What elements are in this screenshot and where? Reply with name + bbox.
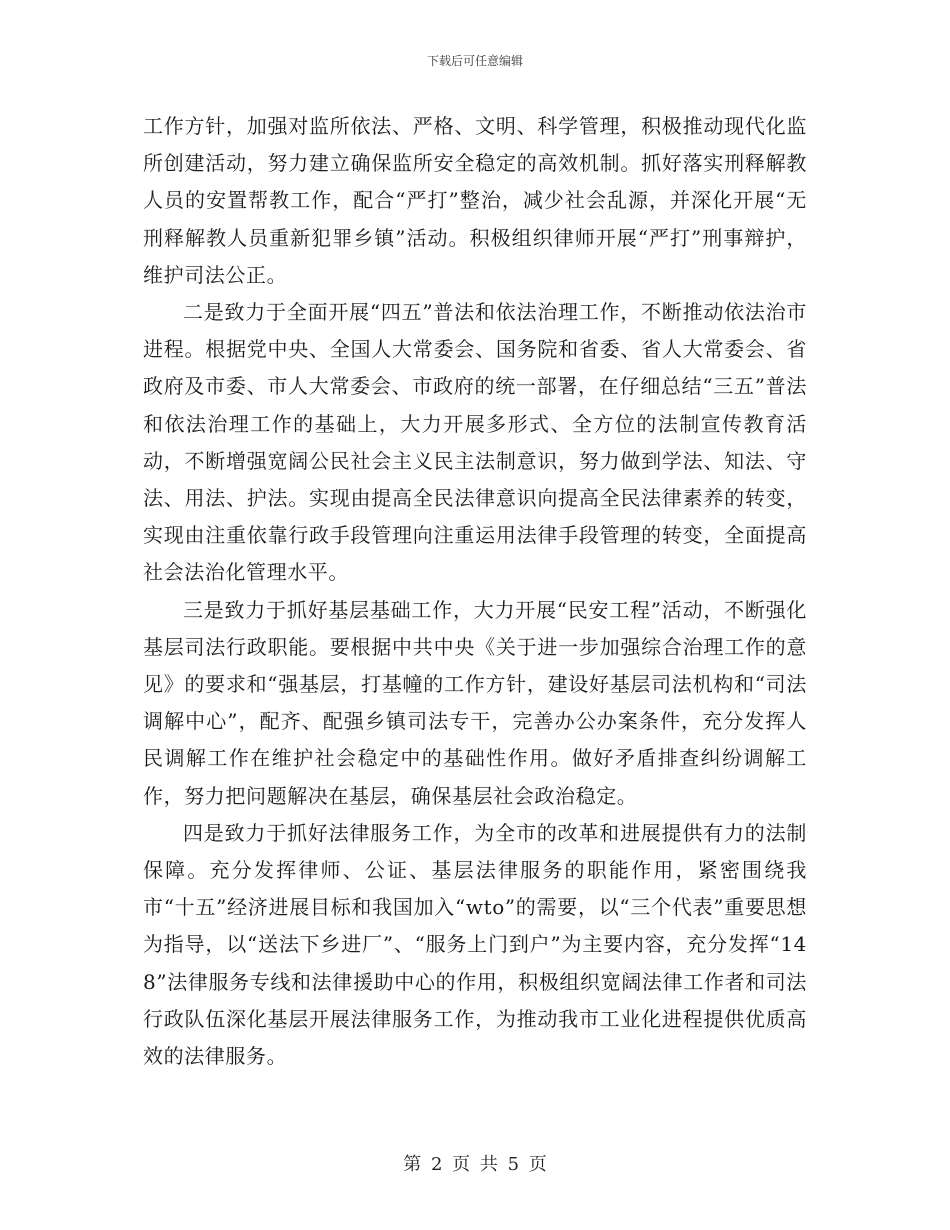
document-body: [143, 108, 807, 1075]
page-number-footer: 第 2 页 共 5 页: [403, 1154, 547, 1175]
paragraph-continuation: 工作方针，加强对监所依法、严格、文明、科学管理，积极推动现代化监所创建活动，努力建立确保监所安全稳定的高效机制。抓好落实刑释解教人员的安置帮教工作，配合“严打”整治，减少社会乱源，并深化开展“无刑释解教人员重新犯罪乡镇”活动。积极组织律师开展“严打”刑事辩护，维护司法公正。: [143, 114, 807, 287]
paragraph-point-three: 三是致力于抓好基层基础工作，大力开展“民安工程”活动，不断强化基层司法行政职能。要根据中共中央《关于进一步加强综合治理工作的意见》的要求和“强基层，打基幢的工作方针，建设好基层司法机构和“司法调解中心”，配齐、配强乡镇司法专干，完善办公办案条件，充分发挥人民调解工作在维护社会稳定中的基础性作用。做好矛盾排查纠纷调解工作，努力把问题解决在基层，确保基层社会政治稳定。: [143, 597, 807, 808]
paragraph-point-four: 四是致力于抓好法律服务工作，为全市的改革和进展提供有力的法制保障。充分发挥律师、公证、基层法律服务的职能作用，紧密围绕我市“十五”经济进展目标和我国加入“wto”的需要，以“三个代表”重要思想为指导，以“送法下乡进厂”、“服务上门到户”为主要内容，充分发挥“148”法律服务专线和法律援助中心的作用，积极组织宽阔法律工作者和司法行政队伍深化基层开展法律服务工作，为推动我市工业化进程提供优质高效的法律服务。: [143, 820, 807, 1069]
paragraph-point-two: 二是致力于全面开展“四五”普法和依法治理工作，不断推动依法治市进程。根据党中央、全国人大常委会、国务院和省委、省人大常委会、省政府及市委、市人大常委会、市政府的统一部署，在仔细总结“三五”普法和依法治理工作的基础上，大力开展多形式、全方位的法制宣传教育活动，不断增强宽阔公民社会主义民主法制意识，努力做到学法、知法、守法、用法、护法。实现由提高全民法律意识向提高全民法律素养的转变，实现由注重依靠行政手段管理向注重运用法律手段管理的转变，全面提高社会法治化管理水平。: [143, 300, 807, 585]
page-header: 下载后可任意编辑: [426, 54, 523, 68]
